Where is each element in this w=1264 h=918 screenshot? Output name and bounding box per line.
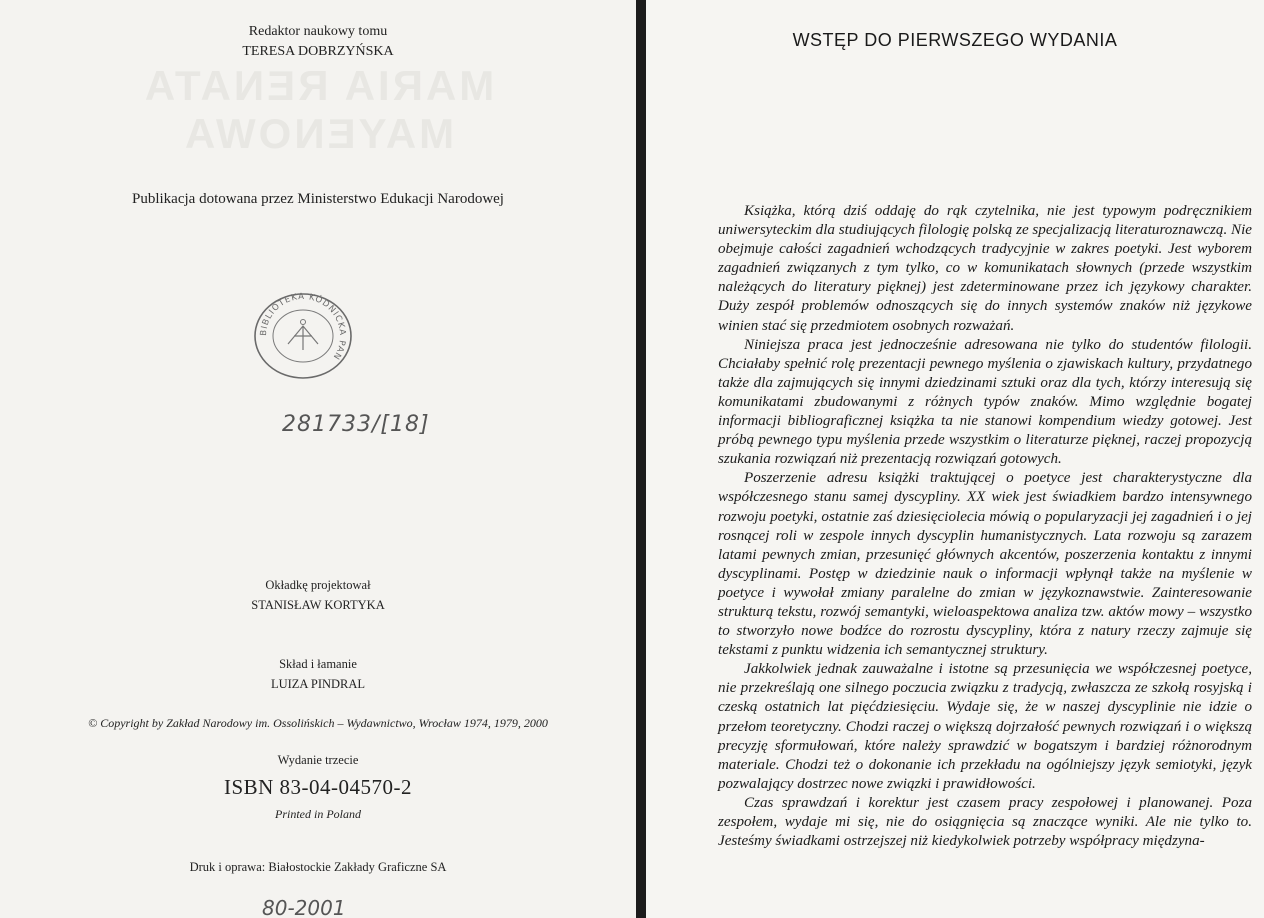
cover-designer-name: STANISŁAW KORTYKA [251, 598, 385, 612]
library-stamp [252, 292, 354, 380]
funding-note: Publikacja dotowana przez Ministerstwo Edukacji Narodowej [132, 191, 504, 207]
editor-name: TERESA DOBRZYŃSKA [242, 44, 394, 59]
paragraph: Poszerzenie adresu książki traktującej o poetyce jest charakterystyczne dla współczesnego stanu samej dyscypliny. XX wiek jest świadkiem bardzo intensywnego rozwoju poetyki, ostatnie zaś dziesięciolecia mówią o popularyzacji jej zagadnień i o jej rosnącej roli w zespole innych dyscyplin humanistycznych. Lata rozwoju są zarazem latami pewnych zmian, przesunięć głównych akcentów, poszerzenia kontaktu z innymi dyscyplinami. Postęp w dziedzinie nauk o informacji wpłynął także na myślenie w poetyce i wywołał zmiany paralelne do zmian w językoznawstwie. Zainteresowanie strukturą tekstu, rozwój semantyki, wieloaspektowa analiza tzw. aktów mowy – wszystko to stworzyło nowe bodźce do rozrostu dyscypliny, która z natury rzeczy zajmuje się tekstami z punktu widzenia ich semantycznej struktury. [718, 470, 1252, 659]
handwritten-catalog-number: 281733/[18] [282, 412, 430, 437]
copyright-line: © Copyright by Zakład Narodowy im. Ossolińskich – Wydawnictwo, Wrocław 1974, 1979, 2000 [88, 716, 548, 730]
paragraph: Niniejsza praca jest jednocześnie adresowana nie tylko do studentów filologii. Chciałaby spełnić rolę prezentacji pewnego myślenia o zjawiskach kultury, przydatnego także dla zajmujących się innymi dziedzinami sztuki oraz dla tych, którzy interesują się komunikatami zbudowanymi z różnych typów znaków. Mimo względnie bogatej informacji bibliograficznej książka ta nie stanowi kompendium wiedzy gotowej. Jest próbą pewnego typu myślenia przede wszystkim o literaturze pięknej, raczej propozycją szukania rozwiązań niż prezentacją rozwiązań gotowych. [718, 336, 1252, 468]
chapter-heading: WSTĘP DO PIERWSZEGO WYDANIA [792, 30, 1118, 50]
cover-designer-label: Okładkę projektował [265, 578, 371, 592]
mirrored-bleedthrough-title: MARIA RENATA MAYENOWA [141, 62, 495, 157]
paragraph: Jakkolwiek jednak zauważalne i istotne są przesunięcia we współczesnej poetyce, nie przekreślają one silnego poczucia związku z tradycją, zwłaszcza ze szkołą rosyjską i czeską ostatnich lat pięćdziesięciu. Wydaje się, że w naszej dyscyplinie nie idzie o przełom teoretyczny. Chodzi raczej o większą dojrzałość pewnych rozwiązań i o większą precyzję sformułowań, które należy sprawdzić w bogatszym i bardziej różnorodnym materiale. Chodzi też o dokonanie ich przekładu na ogólniejszy język semiotyki, język pozwalający dostrzec nowe związki i prawidłowości. [718, 661, 1252, 792]
handwritten-bottom-note: 80-2001 [262, 896, 346, 918]
stamp-text: BIBLIOTEKA KÓDNICKA PAN [258, 292, 348, 362]
edition-line: Wydanie trzecie [277, 753, 359, 767]
typesetting-label: Skład i łamanie [279, 657, 357, 671]
right-page [646, 0, 1264, 918]
typesetting-name: LUIZA PINDRAL [270, 677, 366, 691]
body-text [718, 202, 1252, 851]
paragraph: Książka, którą dziś oddaję do rąk czytelnika, nie jest typowym podręcznikiem uniwersyteckim dla studiujących filologię polską ze specjalizacją literaturoznawczą. Nie obejmuje całości zagadnień wchodzących tradycyjnie w zakres poetyki. Jest wyborem zagadnień związanych z tym tylko, co w komunikatach słownych (przede wszystkim należących do literatury pięknej) jest zdeterminowane przez ich językowy charakter. Duży zespół problemów odnoszących się do innych systemów znaków niż językowe winien stać się przedmiotem osobnych rozważań. [718, 203, 1252, 334]
editor-label: Redaktor naukowy tomu [248, 24, 388, 39]
book-gutter [636, 0, 646, 918]
paragraph: Czas sprawdzań i korektur jest czasem pracy zespołowej i planowanej. Poza zespołem, wydaje mi się, nie do osiągnięcia są znaczące wyniki. Ale nie tylko to. Jesteśmy świadkami ostrzejszej niż kiedykolwiek potrzeby współpracy międzyna- [718, 794, 1252, 850]
isbn-line: ISBN 83-04-04570-2 [223, 775, 413, 799]
printed-in-line: Printed in Poland [275, 807, 361, 821]
printer-line: Druk i oprawa: Białostockie Zakłady Graficzne SA [189, 860, 447, 874]
